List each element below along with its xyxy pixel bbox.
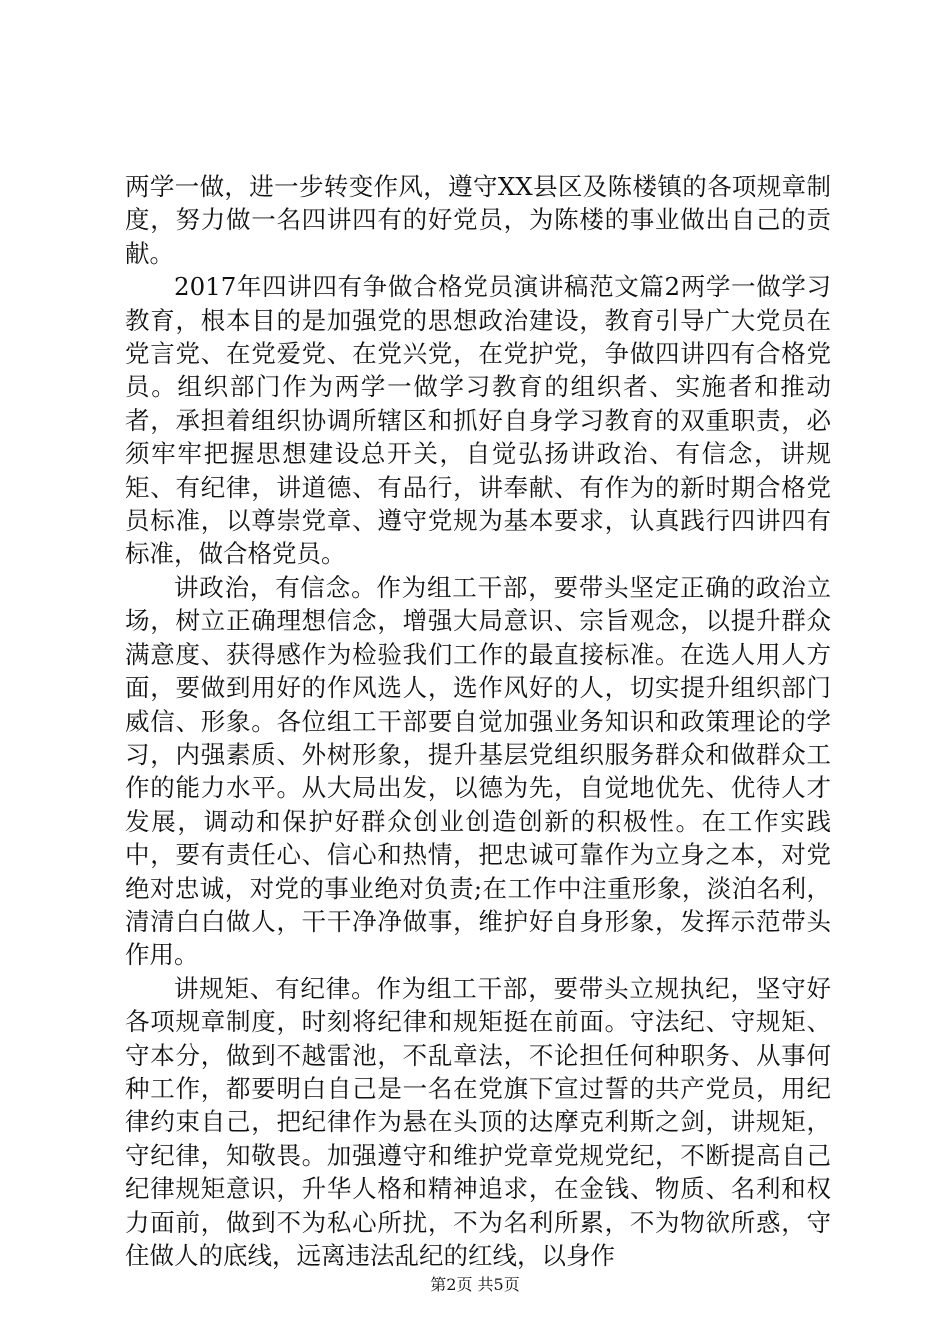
paragraph-1: 两学一做，进一步转变作风，遵守XX县区及陈楼镇的各项规章制度，努力做一名四讲四有的好党员，为陈楼的事业做出自己的贡献。 [125,172,831,268]
paragraph-4: 讲规矩、有纪律。作为组工干部，要带头立规执纪，坚守好各项规章制度，时刻将纪律和规矩挺在前面。守法纪、守规矩、守本分，做到不越雷池，不乱章法，不论担任何种职务、从事何种工作，都要明白自己是一名在党旗下宣过誓的共产党员，用纪律约束自己，把纪律作为悬在头顶的达摩克利斯之剑，讲规矩，守纪律，知敬畏。加强遵守和维护党章党规党纪，不断提高自己纪律规矩意识，升华人格和精神追求，在金钱、物质、名利和权力面前，做到不为私心所扰，不为名利所累，不为物欲所惑，守住做人的底线，远离违法乱纪的红线，以身作 [125,973,831,1270]
paragraph-3: 讲政治，有信念。作为组工干部，要带头坚定正确的政治立场，树立正确理想信念，增强大局意识、宗旨观念，以提升群众满意度、获得感作为检验我们工作的最直接标准。在选人用人方面，要做到用好的作风选人，选作风好的人，切实提升组织部门威信、形象。各位组工干部要自觉加强业务知识和政策理论的学习，内强素质、外树形象，提升基层党组织服务群众和做群众工作的能力水平。从大局出发，以德为先，自觉地优先、优待人才发展，调动和保护好群众创业创造创新的积极性。在工作实践中，要有责任心、信心和热情，把忠诚可靠作为立身之本，对党绝对忠诚，对党的事业绝对负责;在工作中注重形象，淡泊名利，清清白白做人，干干净净做事，维护好自身形象，发挥示范带头作用。 [125,572,831,970]
paragraph-2: 2017年四讲四有争做合格党员演讲稿范文篇2两学一做学习教育，根本目的是加强党的思想政治建设，教育引导广大党员在党言党、在党爱党、在党兴党，在党护党，争做四讲四有合格党员。组织部门作为两学一做学习教育的组织者、实施者和推动者，承担着组织协调所辖区和抓好自身学习教育的双重职责，必须牢牢把握思想建设总开关，自觉弘扬讲政治、有信念，讲规矩、有纪律，讲道德、有品行，讲奉献、有作为的新时期合格党员标准，以尊崇党章、遵守党规为基本要求，认真践行四讲四有标准，做合格党员。 [125,272,831,569]
page-number-footer: 第2页 共5页 [430,1275,520,1294]
document-body [125,170,831,1272]
